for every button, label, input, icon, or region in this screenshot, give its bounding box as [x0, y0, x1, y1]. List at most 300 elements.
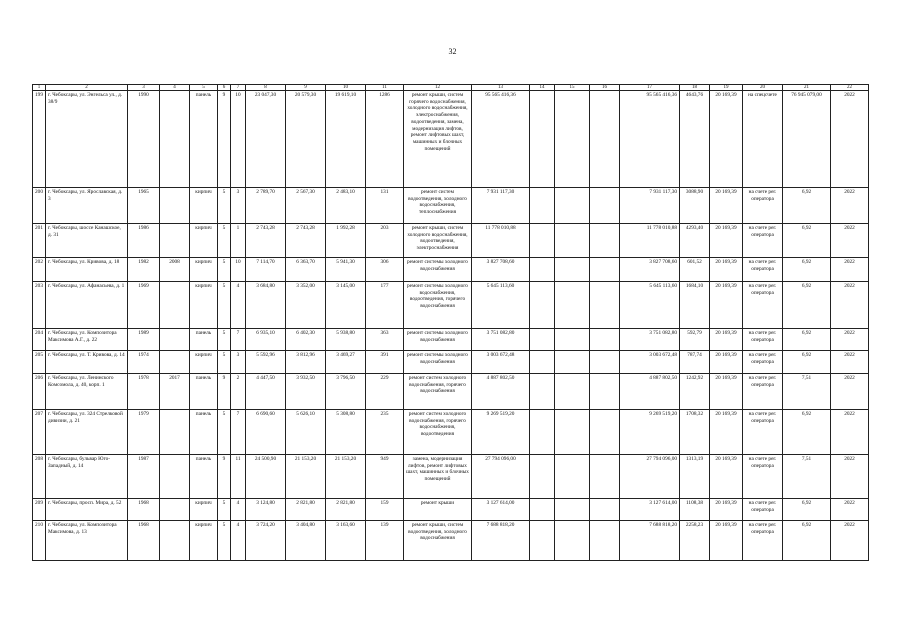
- col21-cell: 6,92: [783, 329, 831, 351]
- reconstruction-year-cell: [160, 91, 190, 188]
- residents-cell: 229: [366, 374, 404, 410]
- row-number: 208: [33, 455, 46, 499]
- table-row: [33, 410, 869, 455]
- total-area-cell: 2 743,28: [246, 224, 286, 258]
- col21-cell: 6,92: [783, 351, 831, 374]
- works-cell: ремонт систем холодного водоснабжения, горячего водоснабжения, водоотведения: [404, 410, 472, 455]
- works-cell: ремонт крыши, систем водоотведения, холодного водоснабжения: [404, 521, 472, 561]
- year-cell: 1968: [128, 499, 160, 521]
- table-row: [33, 499, 869, 521]
- fund-method-cell: на счете рег. оператора: [743, 224, 783, 258]
- living-area-cell: 2 567,30: [286, 188, 326, 224]
- cost-other-cell: 9 269 519,20: [620, 410, 680, 455]
- reconstruction-year-cell: [160, 224, 190, 258]
- total-area-cell: 3 684,80: [246, 282, 286, 329]
- empty-cell: [555, 499, 590, 521]
- column-header: 15: [555, 85, 590, 91]
- year-cell: 1990: [128, 91, 160, 188]
- row-number: 201: [33, 224, 46, 258]
- total-area-cell: 5 592,96: [246, 351, 286, 374]
- row-number: 210: [33, 521, 46, 561]
- table-row: [33, 188, 869, 224]
- empty-cell: [555, 410, 590, 455]
- fund-method-cell: на счете рег. оператора: [743, 329, 783, 351]
- deadline-cell: 2022: [831, 374, 869, 410]
- deadline-cell: 2022: [831, 499, 869, 521]
- limit-cell: 20 169,39: [710, 282, 743, 329]
- col21-cell: 6,92: [783, 410, 831, 455]
- cost-other-cell: 3 003 672,48: [620, 351, 680, 374]
- col21-cell: 6,92: [783, 282, 831, 329]
- cost-other-cell: 3 751 082,80: [620, 329, 680, 351]
- cost-other-cell: 95 565 416,36: [620, 91, 680, 188]
- year-cell: 1989: [128, 329, 160, 351]
- column-header: 4: [160, 85, 190, 91]
- living-area-cell: 5 626,10: [286, 410, 326, 455]
- address-cell: г. Чебоксары, ул. Ярославская, д. 3: [46, 188, 128, 224]
- address-cell: г. Чебоксары, ул. Энгельса ул., д. 38/9: [46, 91, 128, 188]
- empty-cell: [555, 374, 590, 410]
- empty-cell: [530, 188, 555, 224]
- wall-material-cell: кирпич: [190, 282, 218, 329]
- cost-other-cell: 11 778 010,88: [620, 224, 680, 258]
- column-header: 16: [590, 85, 620, 91]
- address-cell: г. Чебоксары, ул. Афанасьева, д. 1: [46, 282, 128, 329]
- cost-per-m2-cell: 1108,38: [680, 499, 710, 521]
- year-cell: 1965: [128, 188, 160, 224]
- table-row: [33, 455, 869, 499]
- year-cell: 1982: [128, 258, 160, 282]
- living-area-cell: 21 153,20: [286, 455, 326, 499]
- total-area-cell: 6 690,60: [246, 410, 286, 455]
- empty-cell: [590, 521, 620, 561]
- deadline-cell: 2022: [831, 329, 869, 351]
- works-cell: ремонт системы холодного водоснабжения, водоотведения, горячего водоснабжения: [404, 282, 472, 329]
- cost-total-cell: 5 645 113,60: [472, 282, 530, 329]
- address-cell: г. Чебоксары, бульвар Юго-Западный, д. 14: [46, 455, 128, 499]
- col21-cell: 6,92: [783, 188, 831, 224]
- column-header: 18: [680, 85, 710, 91]
- living-area-cell: 6 402,30: [286, 329, 326, 351]
- entrances-cell: 7: [231, 329, 246, 351]
- residential-area-cell: 2 821,80: [326, 499, 366, 521]
- entrances-cell: 1: [231, 224, 246, 258]
- limit-cell: 20 169,39: [710, 455, 743, 499]
- residential-area-cell: 1 992,28: [326, 224, 366, 258]
- fund-method-cell: на спецсчете: [743, 91, 783, 188]
- works-cell: ремонт системы холодного водоснабжения: [404, 351, 472, 374]
- floors-cell: 5: [218, 351, 231, 374]
- residents-cell: 363: [366, 329, 404, 351]
- limit-cell: 20 169,39: [710, 188, 743, 224]
- floors-cell: 5: [218, 282, 231, 329]
- col21-cell: 7,51: [783, 455, 831, 499]
- empty-cell: [530, 351, 555, 374]
- column-header: 12: [404, 85, 472, 91]
- deadline-cell: 2022: [831, 91, 869, 188]
- total-area-cell: 6 935,10: [246, 329, 286, 351]
- floors-cell: 9: [218, 374, 231, 410]
- col21-cell: 76 945 079,00: [783, 91, 831, 188]
- year-cell: 1969: [128, 282, 160, 329]
- cost-total-cell: 4 887 802,50: [472, 374, 530, 410]
- residents-cell: 131: [366, 188, 404, 224]
- entrances-cell: 3: [231, 188, 246, 224]
- reconstruction-year-cell: [160, 329, 190, 351]
- total-area-cell: 3 724,20: [246, 521, 286, 561]
- row-number: 200: [33, 188, 46, 224]
- empty-cell: [590, 410, 620, 455]
- reconstruction-year-cell: 2008: [160, 258, 190, 282]
- reconstruction-year-cell: [160, 455, 190, 499]
- limit-cell: 20 169,39: [710, 329, 743, 351]
- table-row: [33, 258, 869, 282]
- residents-cell: 235: [366, 410, 404, 455]
- column-header: 2: [46, 85, 128, 91]
- cost-other-cell: 3 827 708,60: [620, 258, 680, 282]
- residents-cell: 139: [366, 521, 404, 561]
- col21-cell: 6,92: [783, 521, 831, 561]
- cost-other-cell: 7 931 117,30: [620, 188, 680, 224]
- wall-material-cell: кирпич: [190, 351, 218, 374]
- wall-material-cell: панель: [190, 374, 218, 410]
- residential-area-cell: 2 483,10: [326, 188, 366, 224]
- table-body: [33, 91, 869, 561]
- living-area-cell: 2 743,28: [286, 224, 326, 258]
- works-cell: ремонт системы холодного водоснабжения: [404, 258, 472, 282]
- column-header: 17: [620, 85, 680, 91]
- column-header: 13: [472, 85, 530, 91]
- living-area-cell: 3 812,96: [286, 351, 326, 374]
- wall-material-cell: кирпич: [190, 224, 218, 258]
- floors-cell: 5: [218, 499, 231, 521]
- column-header: 7: [231, 85, 246, 91]
- wall-material-cell: кирпич: [190, 258, 218, 282]
- year-cell: 1968: [128, 521, 160, 561]
- floors-cell: 9: [218, 91, 231, 188]
- col21-cell: 6,92: [783, 224, 831, 258]
- table-row: [33, 521, 869, 561]
- page-number: 32: [448, 47, 457, 56]
- table-row: [33, 91, 869, 188]
- residents-cell: 306: [366, 258, 404, 282]
- entrances-cell: 10: [231, 258, 246, 282]
- residents-cell: 159: [366, 499, 404, 521]
- deadline-cell: 2022: [831, 455, 869, 499]
- cost-per-m2-cell: 2258,23: [680, 521, 710, 561]
- cost-total-cell: 9 269 519,20: [472, 410, 530, 455]
- year-cell: 1987: [128, 455, 160, 499]
- table-row: [33, 351, 869, 374]
- reconstruction-year-cell: [160, 521, 190, 561]
- limit-cell: 20 169,39: [710, 351, 743, 374]
- residential-area-cell: 19 619,10: [326, 91, 366, 188]
- address-cell: г. Чебоксары, шоссе Канашское, д. 31: [46, 224, 128, 258]
- total-area-cell: 4 447,50: [246, 374, 286, 410]
- fund-method-cell: на счете рег. оператора: [743, 499, 783, 521]
- living-area-cell: 3 932,50: [286, 374, 326, 410]
- fund-method-cell: на счете рег. оператора: [743, 374, 783, 410]
- total-area-cell: 23 047,30: [246, 91, 286, 188]
- empty-cell: [590, 351, 620, 374]
- row-number: 205: [33, 351, 46, 374]
- fund-method-cell: на счете рег. оператора: [743, 188, 783, 224]
- deadline-cell: 2022: [831, 410, 869, 455]
- table-row: [33, 374, 869, 410]
- reconstruction-year-cell: [160, 188, 190, 224]
- empty-cell: [555, 188, 590, 224]
- row-number: 202: [33, 258, 46, 282]
- cost-other-cell: 5 645 113,60: [620, 282, 680, 329]
- cost-per-m2-cell: 4293,40: [680, 224, 710, 258]
- cost-other-cell: 3 127 614,00: [620, 499, 680, 521]
- total-area-cell: 3 124,80: [246, 499, 286, 521]
- column-header: 20: [743, 85, 783, 91]
- residents-cell: 1286: [366, 91, 404, 188]
- floors-cell: 9: [218, 455, 231, 499]
- empty-cell: [590, 224, 620, 258]
- empty-cell: [590, 91, 620, 188]
- limit-cell: 20 169,39: [710, 91, 743, 188]
- cost-per-m2-cell: 1708,32: [680, 410, 710, 455]
- address-cell: г. Чебоксары, просп. Мира, д. 52: [46, 499, 128, 521]
- cost-total-cell: 3 127 614,00: [472, 499, 530, 521]
- cost-per-m2-cell: 1242,92: [680, 374, 710, 410]
- col21-cell: 6,92: [783, 499, 831, 521]
- floors-cell: 5: [218, 188, 231, 224]
- wall-material-cell: панель: [190, 455, 218, 499]
- address-cell: г. Чебоксары, ул. Т. Кривова, д. 14: [46, 351, 128, 374]
- residential-area-cell: 3 796,50: [326, 374, 366, 410]
- entrances-cell: 11: [231, 455, 246, 499]
- limit-cell: 20 169,39: [710, 410, 743, 455]
- works-cell: замена, модернизация лифтов, ремонт лифтовых шахт, машинных и блочных помещений: [404, 455, 472, 499]
- cost-total-cell: 3 827 708,60: [472, 258, 530, 282]
- floors-cell: 5: [218, 329, 231, 351]
- year-cell: 1978: [128, 374, 160, 410]
- residential-area-cell: 5 941,30: [326, 258, 366, 282]
- entrances-cell: 2: [231, 374, 246, 410]
- column-header: 21: [783, 85, 831, 91]
- cost-other-cell: 7 688 818,20: [620, 521, 680, 561]
- residential-area-cell: 5 938,80: [326, 329, 366, 351]
- empty-cell: [555, 521, 590, 561]
- row-number: 204: [33, 329, 46, 351]
- row-number: 206: [33, 374, 46, 410]
- total-area-cell: 24 500,90: [246, 455, 286, 499]
- address-cell: г. Чебоксары, ул. Композитора Максимова, д. 13: [46, 521, 128, 561]
- empty-cell: [530, 374, 555, 410]
- cost-per-m2-cell: 3088,90: [680, 188, 710, 224]
- residential-area-cell: 5 308,80: [326, 410, 366, 455]
- empty-cell: [590, 499, 620, 521]
- works-cell: ремонт крыши: [404, 499, 472, 521]
- row-number: 207: [33, 410, 46, 455]
- deadline-cell: 2022: [831, 521, 869, 561]
- total-area-cell: 2 789,70: [246, 188, 286, 224]
- cost-per-m2-cell: 1313,19: [680, 455, 710, 499]
- deadline-cell: 2022: [831, 282, 869, 329]
- living-area-cell: 3 404,80: [286, 521, 326, 561]
- column-header: 1: [33, 85, 46, 91]
- column-header: 8: [246, 85, 286, 91]
- residents-cell: 391: [366, 351, 404, 374]
- works-cell: ремонт систем холодного водоснабжения, горячего водоснабжения: [404, 374, 472, 410]
- reconstruction-year-cell: 2017: [160, 374, 190, 410]
- column-header: 22: [831, 85, 869, 91]
- empty-cell: [590, 329, 620, 351]
- floors-cell: 5: [218, 521, 231, 561]
- reconstruction-year-cell: [160, 351, 190, 374]
- cost-per-m2-cell: 787,74: [680, 351, 710, 374]
- column-header: 9: [286, 85, 326, 91]
- column-header: 3: [128, 85, 160, 91]
- cost-total-cell: 3 751 082,80: [472, 329, 530, 351]
- cost-other-cell: 27 794 096,00: [620, 455, 680, 499]
- empty-cell: [530, 455, 555, 499]
- wall-material-cell: кирпич: [190, 499, 218, 521]
- cost-per-m2-cell: 592,79: [680, 329, 710, 351]
- wall-material-cell: кирпич: [190, 188, 218, 224]
- housing-register-table: [32, 84, 869, 561]
- fund-method-cell: на счете рег. оператора: [743, 455, 783, 499]
- column-header: 19: [710, 85, 743, 91]
- floors-cell: 5: [218, 224, 231, 258]
- entrances-cell: 4: [231, 282, 246, 329]
- fund-method-cell: на счете рег. оператора: [743, 410, 783, 455]
- cost-total-cell: 7 931 117,30: [472, 188, 530, 224]
- empty-cell: [555, 455, 590, 499]
- table-row: [33, 282, 869, 329]
- deadline-cell: 2022: [831, 188, 869, 224]
- empty-cell: [555, 224, 590, 258]
- limit-cell: 20 169,39: [710, 521, 743, 561]
- empty-cell: [530, 499, 555, 521]
- wall-material-cell: панель: [190, 410, 218, 455]
- empty-cell: [555, 91, 590, 188]
- living-area-cell: 20 579,30: [286, 91, 326, 188]
- wall-material-cell: кирпич: [190, 521, 218, 561]
- empty-cell: [555, 258, 590, 282]
- limit-cell: 20 169,39: [710, 374, 743, 410]
- row-number: 203: [33, 282, 46, 329]
- cost-total-cell: 27 794 096,00: [472, 455, 530, 499]
- reconstruction-year-cell: [160, 410, 190, 455]
- column-header: 14: [530, 85, 555, 91]
- year-cell: 1974: [128, 351, 160, 374]
- works-cell: ремонт крыши, систем холодного водоснабжения, водоотведения, электроснабжения: [404, 224, 472, 258]
- fund-method-cell: на счете рег. оператора: [743, 351, 783, 374]
- residential-area-cell: 21 153,20: [326, 455, 366, 499]
- floors-cell: 5: [218, 258, 231, 282]
- fund-method-cell: на счете рег. оператора: [743, 282, 783, 329]
- residents-cell: 203: [366, 224, 404, 258]
- living-area-cell: 3 352,00: [286, 282, 326, 329]
- col21-cell: 7,51: [783, 374, 831, 410]
- cost-other-cell: 4 887 802,50: [620, 374, 680, 410]
- limit-cell: 20 169,39: [710, 258, 743, 282]
- empty-cell: [555, 351, 590, 374]
- empty-cell: [590, 258, 620, 282]
- col21-cell: 6,92: [783, 258, 831, 282]
- entrances-cell: 7: [231, 410, 246, 455]
- works-cell: ремонт системы холодного водоснабжения: [404, 329, 472, 351]
- table-row: [33, 224, 869, 258]
- empty-cell: [555, 282, 590, 329]
- fund-method-cell: на счете рег. оператора: [743, 521, 783, 561]
- column-header: 6: [218, 85, 231, 91]
- column-header: 11: [366, 85, 404, 91]
- floors-cell: 5: [218, 410, 231, 455]
- entrances-cell: 3: [231, 351, 246, 374]
- entrances-cell: 4: [231, 499, 246, 521]
- address-cell: г. Чебоксары, ул. Ленинского Комсомола, д. 40, корп. 1: [46, 374, 128, 410]
- column-header: 5: [190, 85, 218, 91]
- empty-cell: [530, 224, 555, 258]
- year-cell: 1979: [128, 410, 160, 455]
- cost-per-m2-cell: 4643,76: [680, 91, 710, 188]
- empty-cell: [530, 258, 555, 282]
- address-cell: г. Чебоксары, ул. Композитора Максимова А.Г., д. 22: [46, 329, 128, 351]
- limit-cell: 20 169,39: [710, 224, 743, 258]
- entrances-cell: 10: [231, 91, 246, 188]
- column-header: 10: [326, 85, 366, 91]
- year-cell: 1986: [128, 224, 160, 258]
- fund-method-cell: на счете рег. оператора: [743, 258, 783, 282]
- empty-cell: [530, 91, 555, 188]
- works-cell: ремонт крыши, систем горячего водоснабжения, холодного водоснабжения, электроснабжения, водоотведения, замена, модернизация лифтов, ремонт лифтовых шахт, машинных и блочных помещений: [404, 91, 472, 188]
- empty-cell: [530, 521, 555, 561]
- living-area-cell: 2 821,80: [286, 499, 326, 521]
- entrances-cell: 4: [231, 521, 246, 561]
- wall-material-cell: панель: [190, 329, 218, 351]
- cost-total-cell: 95 565 416,36: [472, 91, 530, 188]
- limit-cell: 20 169,39: [710, 499, 743, 521]
- reconstruction-year-cell: [160, 499, 190, 521]
- empty-cell: [590, 374, 620, 410]
- deadline-cell: 2022: [831, 258, 869, 282]
- cost-per-m2-cell: 1684,10: [680, 282, 710, 329]
- table-row: [33, 329, 869, 351]
- works-cell: ремонт систем водоотведения, холодного водоснабжения, теплоснабжения: [404, 188, 472, 224]
- empty-cell: [590, 455, 620, 499]
- cost-total-cell: 7 688 818,20: [472, 521, 530, 561]
- wall-material-cell: панель: [190, 91, 218, 188]
- deadline-cell: 2022: [831, 224, 869, 258]
- residential-area-cell: 3 163,60: [326, 521, 366, 561]
- residents-cell: 949: [366, 455, 404, 499]
- total-area-cell: 7 114,70: [246, 258, 286, 282]
- empty-cell: [530, 329, 555, 351]
- empty-cell: [530, 410, 555, 455]
- address-cell: г. Чебоксары, ул. 324 Стрелковой дивизии, д. 21: [46, 410, 128, 455]
- deadline-cell: 2022: [831, 351, 869, 374]
- address-cell: г. Чебоксары, ул. Кривова, д. 18: [46, 258, 128, 282]
- residential-area-cell: 3 145,00: [326, 282, 366, 329]
- cost-total-cell: 3 003 672,48: [472, 351, 530, 374]
- row-number: 209: [33, 499, 46, 521]
- reconstruction-year-cell: [160, 282, 190, 329]
- cost-per-m2-cell: 601,52: [680, 258, 710, 282]
- empty-cell: [555, 329, 590, 351]
- cost-total-cell: 11 778 010,88: [472, 224, 530, 258]
- residential-area-cell: 3 469,27: [326, 351, 366, 374]
- row-number: 199: [33, 91, 46, 188]
- residents-cell: 177: [366, 282, 404, 329]
- empty-cell: [590, 188, 620, 224]
- empty-cell: [590, 282, 620, 329]
- living-area-cell: 6 363,70: [286, 258, 326, 282]
